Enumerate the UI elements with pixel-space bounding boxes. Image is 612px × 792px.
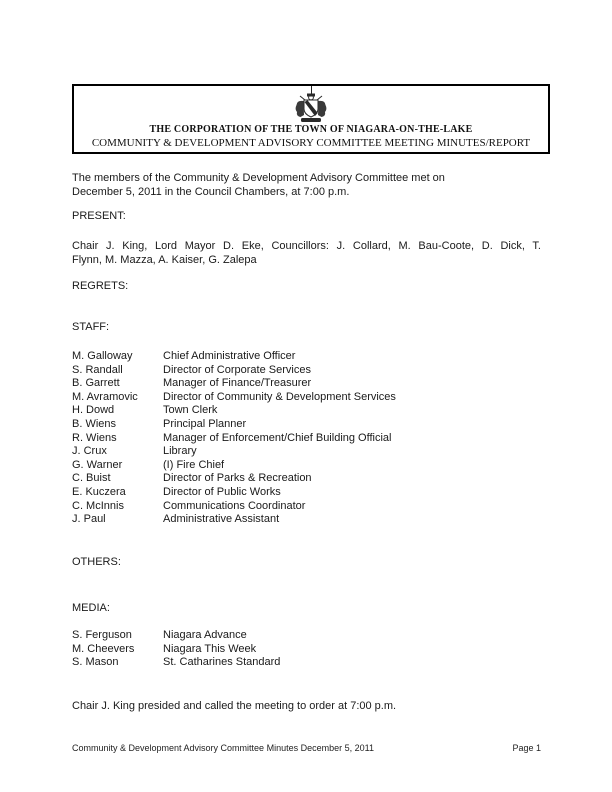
media-name: S. Ferguson bbox=[72, 629, 132, 641]
staff-role: Library bbox=[163, 445, 197, 458]
present-line-2: Flynn, M. Mazza, A. Kaiser, G. Zalepa bbox=[72, 253, 257, 266]
staff-name: M. Avramovic bbox=[72, 390, 138, 403]
media-outlet: Niagara Advance bbox=[163, 629, 247, 641]
header-box bbox=[72, 84, 550, 154]
media-outlet: St. Catharines Standard bbox=[163, 656, 281, 669]
staff-row bbox=[72, 391, 541, 405]
staff-role: Director of Corporate Services bbox=[163, 363, 311, 376]
media-list bbox=[72, 629, 541, 670]
staff-role: Principal Planner bbox=[163, 417, 247, 430]
present-paragraph bbox=[72, 240, 541, 267]
staff-row bbox=[72, 459, 541, 473]
staff-name: B. Wiens bbox=[72, 417, 117, 430]
staff-role: Director of Community & Development Services bbox=[163, 390, 396, 403]
media-row bbox=[72, 629, 541, 643]
intro-line-2: December 5, 2011 in the Council Chambers, at 7:00 p.m. bbox=[72, 185, 350, 198]
others-label: OTHERS: bbox=[72, 556, 121, 568]
staff-name: C. McInnis bbox=[72, 499, 124, 512]
staff-role: Director of Parks & Recreation bbox=[163, 472, 312, 485]
footer-document-title: Community & Development Advisory Committee Minutes December 5, 2011 bbox=[72, 743, 374, 753]
staff-row bbox=[72, 513, 541, 527]
staff-name: M. Galloway bbox=[72, 350, 133, 362]
staff-role: Manager of Finance/Treasurer bbox=[163, 377, 312, 390]
staff-row bbox=[72, 418, 541, 432]
staff-row bbox=[72, 377, 541, 391]
present-line-1: Chair J. King, Lord Mayor D. Eke, Councillors: J. Collard, M. Bau-Coote, D. Dick, T. bbox=[72, 240, 541, 252]
staff-row bbox=[72, 350, 541, 364]
org-title: THE CORPORATION OF THE TOWN OF NIAGARA-ON-THE-LAKE bbox=[149, 124, 473, 135]
media-name: M. Cheevers bbox=[72, 642, 135, 655]
staff-role: Communications Coordinator bbox=[163, 499, 306, 512]
staff-role: Town Clerk bbox=[163, 404, 218, 417]
media-name: S. Mason bbox=[72, 656, 119, 669]
town-coat-of-arms-icon bbox=[291, 90, 331, 125]
staff-name: J. Crux bbox=[72, 445, 107, 458]
intro-paragraph bbox=[72, 172, 541, 199]
footer-page-number: Page 1 bbox=[512, 743, 541, 753]
staff-name: S. Randall bbox=[72, 363, 123, 376]
staff-role: Director of Public Works bbox=[163, 485, 281, 498]
page-footer bbox=[72, 743, 541, 754]
media-row bbox=[72, 656, 541, 670]
staff-list bbox=[72, 350, 541, 527]
staff-role: Administrative Assistant bbox=[163, 513, 280, 526]
header-titles bbox=[74, 124, 548, 149]
media-row bbox=[72, 643, 541, 657]
staff-row bbox=[72, 432, 541, 446]
staff-role: Manager of Enforcement/Chief Building Official bbox=[163, 431, 392, 444]
staff-row bbox=[72, 500, 541, 514]
staff-name: R. Wiens bbox=[72, 431, 117, 444]
staff-role: Chief Administrative Officer bbox=[163, 350, 296, 362]
staff-name: G. Warner bbox=[72, 458, 123, 471]
staff-name: B. Garrett bbox=[72, 377, 120, 390]
intro-line-1: The members of the Community & Development Advisory Committee met on bbox=[72, 172, 445, 184]
regrets-label: REGRETS: bbox=[72, 280, 129, 292]
staff-role: (I) Fire Chief bbox=[163, 458, 225, 471]
present-label: PRESENT: bbox=[72, 210, 126, 222]
committee-title: COMMUNITY & DEVELOPMENT ADVISORY COMMITTEE MEETING MINUTES/REPORT bbox=[91, 136, 531, 149]
media-outlet: Niagara This Week bbox=[163, 642, 257, 655]
staff-row bbox=[72, 486, 541, 500]
staff-name: J. Paul bbox=[72, 513, 106, 526]
staff-row bbox=[72, 472, 541, 486]
staff-label: STAFF: bbox=[72, 321, 110, 333]
staff-name: H. Dowd bbox=[72, 404, 115, 417]
staff-name: C. Buist bbox=[72, 472, 111, 485]
media-label: MEDIA: bbox=[72, 602, 110, 614]
staff-name: E. Kuczera bbox=[72, 485, 126, 498]
staff-row bbox=[72, 445, 541, 459]
closing-paragraph: Chair J. King presided and called the meeting to order at 7:00 p.m. bbox=[72, 700, 397, 712]
staff-row bbox=[72, 404, 541, 418]
staff-row bbox=[72, 364, 541, 378]
